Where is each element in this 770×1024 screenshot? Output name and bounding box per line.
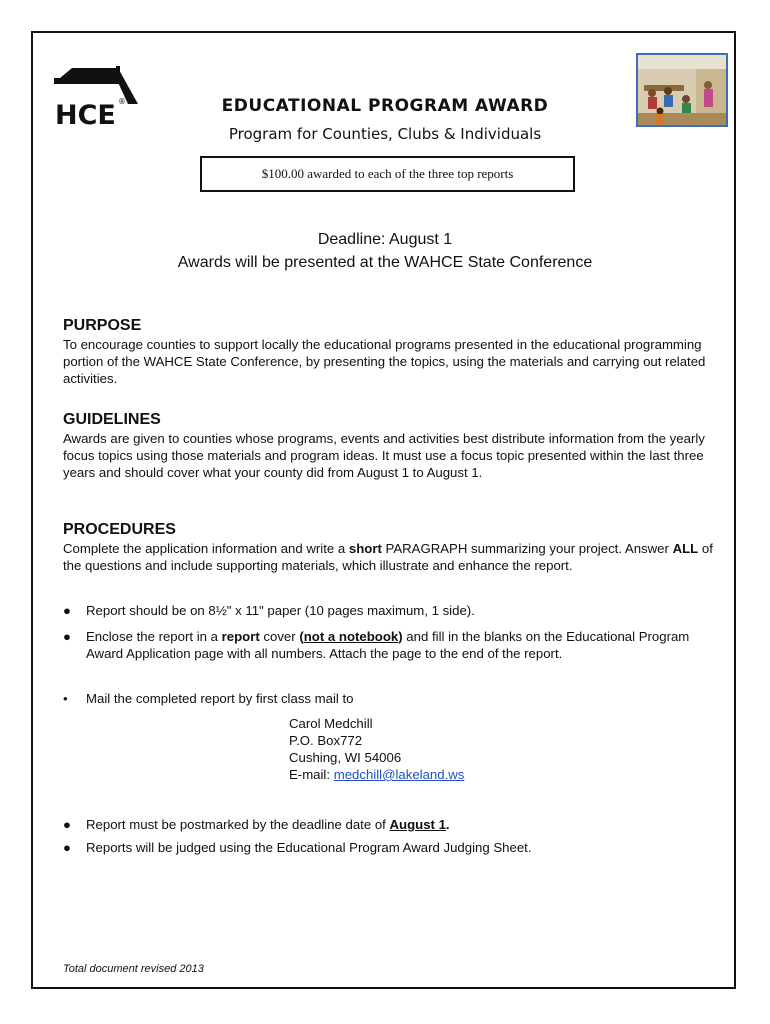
list-item: • Mail the completed report by first class mail to [63,691,354,706]
deadline-line: Deadline: August 1 [317,231,453,248]
list-item: ● Reports will be judged using the Educational Program Award Judging Sheet. [63,840,532,855]
address-po: P.O. Box772 [289,733,363,748]
address-email-line: E-mail: medchill@lakeland.ws [289,767,465,782]
bullet-icon: ● [63,629,71,644]
purpose-section [63,316,713,387]
procedure-list-cover [63,628,713,662]
procedures-section [63,520,713,574]
guidelines-section [63,410,713,481]
guidelines-heading: GUIDELINES [63,411,161,428]
procedure-list-mail [63,690,713,707]
list-item: ● Report should be on 8½" x 11" paper (10 pages maximum, 1 side). [63,603,475,618]
footer-note: Total document revised 2013 [63,963,204,975]
page-subtitle: Program for Counties, Clubs & Individuals [228,125,542,143]
purpose-heading: PURPOSE [63,317,142,334]
registered-mark: ® [118,97,126,106]
list-item: ● Enclose the report in a report cover (not a notebook) and fill in the blanks on the Educational Program Award Application page with all numbers. Attach the page to the end of the report. [63,629,690,661]
procedures-text: Complete the application information and write a short PARAGRAPH summarizing your project. Answer ALL of the questions and include supporting materials, which illustrate and enhance the report. [63,541,713,573]
purpose-text: To encourage counties to support locally the educational programs presented in the educational programming portion of the WAHCE State Conference, by presenting the topics, using the materials and carrying out related activities. [63,337,706,386]
address-city: Cushing, WI 54006 [289,750,402,765]
prize-text: $100.00 awarded to each of the three top reports [261,166,514,181]
prize-box [200,156,575,192]
procedure-list-top [63,602,713,619]
bullet-icon: • [63,691,68,706]
procedures-heading: PROCEDURES [63,521,176,538]
address-name: Carol Medchill [289,716,373,731]
email-link[interactable]: medchill@lakeland.ws [333,767,465,782]
guidelines-text: Awards are given to counties whose programs, events and activities best distribute information from the yearly focus topics using those materials and program ideas. It must use a focus topic presented within the last three years and should cover what your county did from August 1 to August 1. [63,431,705,480]
logo-text: HCE [55,100,116,126]
bullet-icon: ● [63,603,71,618]
bullet-icon: ● [63,817,71,832]
page-title: EDUCATIONAL PROGRAM AWARD [221,96,549,116]
mailing-address [289,715,464,783]
bullet-icon: ● [63,840,71,855]
procedure-list-bottom [63,816,713,856]
awards-line: Awards will be presented at the WAHCE State Conference [177,254,593,271]
list-item: ● Report must be postmarked by the deadline date of August 1. [63,817,450,832]
